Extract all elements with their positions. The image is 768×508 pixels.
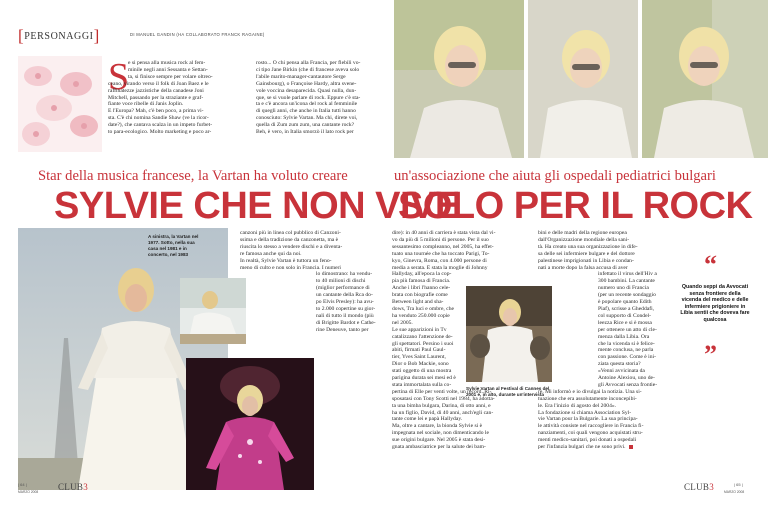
text-line: ha un figlio, David, di 40 anni, anch'egli can- — [392, 409, 494, 416]
text-line: (per un recente sondaggio — [598, 292, 656, 299]
text-line: vole voccina desaparecida. Quasi nulla, dun- — [256, 87, 357, 94]
text-line: tuazione che era assolutamente inconcepibi- — [538, 395, 637, 402]
text-line: pertina di Elle per venti volte, un record. Ri- — [392, 388, 492, 395]
text-line: mente conclusa, ne parla — [598, 347, 654, 354]
text-line: date?), che cantava scalza in un impeto furbet- — [108, 122, 213, 129]
section-title: PERSONAGGI — [24, 31, 94, 42]
photo-1983-concert — [186, 358, 314, 490]
caption-left-photo: A sinistra, la Vartan nel 1977. Sotto, nella sua casa nel 1981 e in concerto, nel 1983 — [148, 234, 199, 257]
text-line: leezza Rice e si è mossa — [598, 319, 652, 326]
text-line: Dior o Bob Mackie, sono — [392, 361, 449, 368]
intro-column-2 — [256, 60, 386, 136]
text-line: gli spettatori. Persino i suoi — [392, 340, 454, 347]
intro-column-1 — [108, 56, 250, 136]
text-line: menza dalla Libia. Ora — [598, 333, 650, 340]
text-line: parigina durata sei mesi ed è — [392, 375, 456, 382]
text-line: per ottenere un atto di cle- — [598, 326, 657, 333]
brand-logo-left: CLUB3 — [58, 482, 89, 492]
text-line: dire): in 40 anni di carriera è stata vista dal vi- — [392, 230, 496, 236]
text-line: tante come lei e papà Hallyday. — [392, 416, 463, 423]
close-quote-mark: ” — [704, 340, 717, 369]
text-line: riuscita lo stesso a vendere dischi e a diventa- — [240, 243, 343, 250]
text-line: vie Vartan pour la Bulgarie. La sua principa- — [538, 416, 638, 423]
text-line: 300 bambini. La cantante — [598, 278, 655, 285]
text-line: In realtà, Sylvie Vartan è tuttora un feno- — [240, 257, 332, 264]
text-line: sta. C'è chi nomina Sandie Shaw (ve la ricor- — [108, 115, 209, 122]
text-line: conosciuto: Sylvie Vartan. Ma chi, direte voi, — [256, 115, 358, 122]
text-line: gli Avvocati senza frontie- — [598, 381, 658, 388]
text-line: minile negli anni Sessanta e Settan- — [128, 66, 208, 73]
section-heading: [PERSONAGGI] — [18, 26, 100, 45]
text-line: nati a morte dopo la falsa accusa di aver — [538, 264, 628, 271]
text-line: «Venni avvicinata da — [598, 368, 645, 375]
text-line: po Elvis Presley): ha avu- — [316, 299, 374, 306]
text-line: quella di Zum zum zum, una cantante rock? — [256, 122, 355, 129]
text-line: rosto... O chi pensa alla Francia, per flebili vo- — [256, 60, 361, 66]
text-line: media a serata. È stata la moglie di Johnny — [392, 264, 488, 271]
text-line: ssima e della tradizione da canzonetta, ma è — [240, 236, 339, 243]
text-line: dall'Organizzazione mondiale della sani- — [538, 236, 630, 243]
text-line: re. Mi informò e io divulgai la notizia. Una si- — [538, 388, 642, 395]
headline-left: SYLVIE CHE NON VIVE — [54, 185, 460, 227]
text-line: che la vicenda si è felice- — [598, 340, 655, 347]
issue-date-left: MARZO 2008 — [18, 490, 39, 494]
text-line: di quegli anni, che anche in Italia tutti hanno — [256, 108, 356, 115]
caption-right-photo: Sylvie Vartan al Festival di Cannes del 2001 e, in alto, durante un'intervista — [466, 386, 550, 397]
page-number-right: | 65 | — [734, 482, 743, 487]
text-line: stati oggetto di una mostra — [392, 368, 452, 375]
text-line: lo dimostrano: ha vendu- — [316, 271, 373, 278]
text-line: raffinatezze jazzistiche della canadese Joni — [108, 87, 204, 94]
text-line: pia più famosa di Francia. — [392, 278, 451, 285]
text-line: tier, Yves Saint Laurent, — [392, 354, 446, 361]
text-line: numero uno di Francia — [598, 285, 649, 292]
text-line: ta una bimba bulgara, Darina, di otto anni, e — [392, 402, 491, 409]
text-line: dows, Tra luci e ombre, che — [392, 305, 454, 312]
byline: DI MANUEL GANDIN (HA COLLABORATO FRANCK RAGAINE) — [130, 32, 265, 37]
text-line: to 2.000 copertine su gior- — [316, 305, 376, 312]
text-line: Piaf), scrisse a Gheddafi, — [598, 305, 655, 312]
text-line: palestinese imprigionati in Libia e condan- — [538, 257, 634, 264]
headline-right: SOLO PER IL ROCK — [398, 185, 753, 227]
text-line: impegnata nel sociale, non dimenticando le — [392, 430, 489, 437]
text-line: to 40 milioni di dischi — [316, 278, 366, 285]
page-number-left: | 64 | — [18, 482, 27, 487]
text-line: La fondazione si chiama Association Syl- — [538, 409, 632, 416]
brand-logo-right: CLUB3 — [684, 482, 715, 492]
text-line: ceano, virando verso il folk di Joan Baez e le — [108, 80, 209, 87]
open-quote-mark: “ — [704, 250, 717, 279]
text-line: sessantesimo compleanno, nel 2005, ha effet- — [392, 243, 494, 250]
text-line: Gainsbourg), o Françoise Hardy, altra svene- — [256, 80, 357, 87]
kicker-right: un'associazione che aiuta gli ospedali pediatrici bulgari — [394, 168, 716, 184]
issue-date-right: MARZO 2008 — [724, 490, 745, 494]
photo-interview-3 — [642, 0, 768, 158]
text-line: sue origini bulgare. Nel 2005 è stata desi- — [392, 437, 486, 444]
text-line: menti medico-sanitari, poi donati a ospedali — [538, 437, 637, 444]
text-line: con passione. Come è ini- — [598, 354, 656, 361]
photo-1981-home — [180, 278, 246, 344]
text-line: per l'infanzia bulgari che ne sono privi. — [538, 444, 676, 451]
text-line: ziata questa storia? — [598, 361, 641, 368]
text-line: vo da più di 5 milioni di persone. Per il suo — [392, 236, 489, 243]
text-line: re famosa anche qui da noi. — [240, 250, 302, 257]
text-line: bini e delle madri della regione europea — [538, 230, 627, 236]
text-line: nali di tutto il mondo (più — [316, 312, 374, 319]
text-line: Ma, oltre a cantare, la bionda Sylvie si è — [392, 423, 483, 430]
text-line: fiante voce ribelle di Janis Joplin. — [108, 101, 184, 108]
pull-quote: Quando seppi da Avvocati senza frontiere della vicenda del medico e delle infermiere prigioniere in Libia sentii che doveva fare qualcosa — [680, 284, 750, 323]
text-line: Between light and sha- — [392, 299, 444, 306]
text-line: canzoni più in linea col pubblico di Canzoni- — [240, 230, 341, 236]
text-line: Beh, è vero, in Italia smorzò il lato rock per — [256, 129, 354, 136]
text-line: è popolare quanto Edith — [598, 299, 652, 306]
text-line: l'abile marito-manager-cantautore Serge — [256, 73, 346, 80]
text-line: ci tipo Jane Birkin (che di francese aveva solo — [256, 66, 360, 73]
text-line: sa delle sei infermiere bulgare e del dottore — [538, 250, 635, 257]
text-line: (miglior performance di — [316, 285, 370, 292]
text-line: E l'Europa? Mah, c'è ben poco, a prima vi- — [108, 108, 204, 115]
text-line: e si pensa alla musica rock al fem- — [128, 60, 206, 66]
text-line: ha venduto 250.000 copie — [392, 312, 450, 319]
text-line: rine Deneuve, tanto per — [316, 326, 369, 333]
text-line: un cantante della Rca do- — [316, 292, 373, 299]
text-line: sposatasi con Tony Scotti nel 1984, ha adotta- — [392, 395, 495, 402]
body-column-a — [240, 230, 380, 334]
text-line: Mitchell, passando per la straziante e graf- — [108, 94, 204, 101]
text-line: di Brigitte Bardot e Cathe- — [316, 319, 376, 326]
end-of-article-mark — [629, 445, 633, 449]
text-line: Hallyday, all'epoca la cop- — [392, 271, 452, 278]
text-line: gnata ambasciatrice per la salute dei bam- — [392, 444, 486, 451]
body-column-c — [538, 230, 676, 451]
text-line: Anche i libri l'hanno cele- — [392, 285, 451, 292]
drop-cap: S — [108, 56, 130, 98]
text-line: tuato una tournée che ha toccato Parigi, To- — [392, 250, 490, 257]
kicker-left: Star della musica francese, la Vartan ha voluto creare — [38, 168, 348, 184]
text-line: le attività consiste nel raccogliere in Francia fi- — [538, 423, 644, 430]
text-line: stata immortalata sulla co- — [392, 381, 452, 388]
text-line: nanziamenti, coi quali vengono acquistati stru- — [538, 430, 643, 437]
text-line: Le sue apparizioni in Tv — [392, 326, 447, 333]
text-line: le. Era l'inizio di agosto del 2004». — [538, 402, 617, 409]
text-line: ta e c'è ancora un'icona del rock al femminile — [256, 101, 358, 108]
text-line: brata con biografie come — [392, 292, 448, 299]
text-line: col supporto di Condel- — [598, 312, 651, 319]
text-line: tà. Ha creato una sua organizzazione in dife- — [538, 243, 638, 250]
photo-interview-1 — [394, 0, 524, 158]
text-line: catalizzano l'attenzione de- — [392, 333, 453, 340]
text-line: nel 2005. — [392, 319, 413, 326]
text-line: to para-ecologico. Molto marketing e poco ar- — [108, 129, 212, 136]
text-line: Antoine Alexiou, uno de- — [598, 375, 655, 382]
text-line: que, se si vuole parlare di rock. Eppure c'è sta- — [256, 94, 361, 101]
photo-interview-2 — [528, 0, 638, 158]
floral-illustration — [18, 56, 102, 152]
text-line: abiti, firmati Paul Gaul- — [392, 347, 446, 354]
text-line: infettato il virus dell'Hiv a — [598, 271, 657, 278]
text-line: meno di culto e non solo in Francia. I numeri — [240, 264, 341, 271]
text-line: kyo, Ginevra, Roma, con 4.000 persone di — [392, 257, 487, 264]
text-line: ta, si finisce sempre per volare oltreo- — [128, 73, 213, 80]
